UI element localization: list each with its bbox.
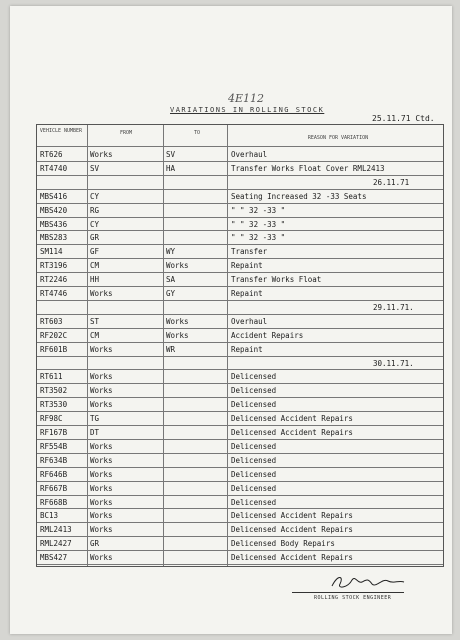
row-divider <box>37 522 443 523</box>
cell-from: HH <box>90 275 100 285</box>
cell-vehicle: SM114 <box>40 247 63 257</box>
row-divider <box>37 495 443 496</box>
row-divider <box>37 175 443 176</box>
cell-vehicle: RF202C <box>40 330 68 340</box>
cell-from: Works <box>90 483 113 493</box>
cell-reason: Seating Increased 32 -33 Seats <box>231 191 367 201</box>
column-divider <box>163 125 164 566</box>
row-divider <box>37 161 443 162</box>
cell-vehicle: RF554B <box>40 441 68 451</box>
cell-from: Works <box>90 386 113 396</box>
row-divider <box>37 189 443 190</box>
row-divider <box>37 467 443 468</box>
cell-from: Works <box>90 525 113 535</box>
cell-from: Works <box>90 511 113 521</box>
row-divider <box>37 383 443 384</box>
row-divider <box>37 230 443 231</box>
row-divider <box>37 258 443 259</box>
cell-from: DT <box>90 428 100 437</box>
cell-vehicle: RF167B <box>40 428 68 437</box>
date-separator: 30.11.71. <box>373 358 414 368</box>
date-separator: 26.11.71 <box>373 177 410 187</box>
cell-vehicle: RT4740 <box>40 163 68 173</box>
cell-from: Works <box>90 469 113 479</box>
cell-to: WY <box>166 247 176 257</box>
cell-vehicle: RML2427 <box>40 539 72 549</box>
cell-vehicle: RT3196 <box>40 261 68 271</box>
cell-vehicle: MBS436 <box>40 219 68 229</box>
row-divider <box>37 397 443 398</box>
column-divider <box>87 125 88 566</box>
cell-reason: Repaint <box>231 344 263 354</box>
cell-reason: Delicensed <box>231 455 277 465</box>
variations-table <box>36 124 444 567</box>
cell-vehicle: RT626 <box>40 150 63 159</box>
cell-to: Works <box>166 261 189 271</box>
row-divider <box>37 453 443 454</box>
column-header-to: TO <box>193 130 201 136</box>
cell-reason: " " 32 -33 " <box>231 205 286 215</box>
column-header-vehicle: VEHICLE NUMBER <box>39 128 83 134</box>
cell-from: Works <box>90 441 113 451</box>
cell-vehicle: MBS427 <box>40 553 68 563</box>
cell-vehicle: RT611 <box>40 372 63 382</box>
cell-reason: Delicensed Accident Repairs <box>231 553 353 563</box>
cell-reason: Delicensed <box>231 441 277 451</box>
cell-to: Works <box>166 330 189 340</box>
row-divider <box>37 272 443 273</box>
cell-from: ST <box>90 316 100 326</box>
cell-reason: Delicensed <box>231 497 277 507</box>
handwritten-stamp: 4E112 <box>228 92 265 105</box>
cell-to: SA <box>166 275 176 285</box>
cell-from: CY <box>90 191 100 201</box>
document-title: VARIATIONS IN ROLLING STOCK <box>170 106 325 114</box>
cell-reason: Delicensed Accident Repairs <box>231 525 353 535</box>
document-page <box>10 6 452 634</box>
cell-reason: Delicensed Accident Repairs <box>231 511 353 521</box>
row-divider <box>37 369 443 370</box>
column-divider <box>227 125 228 566</box>
cell-reason: Accident Repairs <box>231 330 304 340</box>
cell-reason: Transfer Works Float Cover RML2413 <box>231 163 385 173</box>
row-divider <box>37 425 443 426</box>
column-header-from: FROM <box>119 130 133 136</box>
cell-vehicle: RF668B <box>40 497 68 507</box>
cell-from: Works <box>90 289 113 298</box>
row-divider <box>37 300 443 301</box>
cell-vehicle: MBS416 <box>40 191 68 201</box>
cell-reason: " " 32 -33 " <box>231 233 286 243</box>
cell-vehicle: MBS420 <box>40 205 68 215</box>
row-divider <box>37 508 443 509</box>
cell-from: GF <box>90 247 100 257</box>
cell-vehicle: RF634B <box>40 455 68 465</box>
cell-reason: Delicensed <box>231 469 277 479</box>
signature-title: ROLLING STOCK ENGINEER <box>314 595 392 601</box>
cell-from: CY <box>90 219 100 229</box>
cell-reason: Delicensed Accident Repairs <box>231 428 353 437</box>
row-divider <box>37 314 443 315</box>
cell-reason: Delicensed Body Repairs <box>231 539 335 549</box>
cell-reason: Transfer <box>231 247 268 257</box>
row-divider <box>37 203 443 204</box>
cell-vehicle: RT603 <box>40 316 63 326</box>
cell-from: SV <box>90 163 100 173</box>
cell-vehicle: RF601B <box>40 344 68 354</box>
cell-reason: Delicensed <box>231 483 277 493</box>
row-divider <box>37 481 443 482</box>
cell-reason: Delicensed <box>231 372 277 382</box>
cell-from: Works <box>90 372 113 382</box>
cell-vehicle: MBS283 <box>40 233 68 243</box>
signature <box>328 572 408 592</box>
cell-vehicle: RF667B <box>40 483 68 493</box>
cell-vehicle: BC13 <box>40 511 59 521</box>
cell-from: RG <box>90 205 100 215</box>
cell-vehicle: RF646B <box>40 469 68 479</box>
cell-from: Works <box>90 497 113 507</box>
cell-from: Works <box>90 150 113 159</box>
cell-vehicle: RT3502 <box>40 386 68 396</box>
row-divider <box>37 217 443 218</box>
row-divider <box>37 244 443 245</box>
cell-from: CM <box>90 261 100 271</box>
cell-reason: Repaint <box>231 289 263 298</box>
cell-from: Works <box>90 400 113 410</box>
signature-line <box>292 592 404 593</box>
cell-from: Works <box>90 344 113 354</box>
cell-vehicle: RT4746 <box>40 289 68 298</box>
row-divider <box>37 411 443 412</box>
cell-vehicle: RT3530 <box>40 400 68 410</box>
cell-reason: Overhaul <box>231 150 268 159</box>
cell-from: TG <box>90 414 100 424</box>
cell-reason: Delicensed Accident Repairs <box>231 414 353 424</box>
cell-reason: " " 32 -33 " <box>231 219 286 229</box>
row-divider <box>37 328 443 329</box>
row-divider <box>37 286 443 287</box>
header-divider <box>37 146 443 147</box>
column-header-reason: REASON FOR VARIATION <box>307 135 369 141</box>
cell-from: Works <box>90 553 113 563</box>
cell-to: SV <box>166 150 176 159</box>
cell-to: WR <box>166 344 176 354</box>
date-separator: 29.11.71. <box>373 302 414 312</box>
cell-from: GR <box>90 539 100 549</box>
cell-vehicle: RML2413 <box>40 525 72 535</box>
cell-vehicle: RT2246 <box>40 275 68 285</box>
cell-from: GR <box>90 233 100 243</box>
cell-vehicle: RF98C <box>40 414 63 424</box>
cell-reason: Repaint <box>231 261 263 271</box>
row-divider <box>37 550 443 551</box>
cell-reason: Transfer Works Float <box>231 275 322 285</box>
row-divider <box>37 342 443 343</box>
cell-reason: Delicensed <box>231 386 277 396</box>
row-divider <box>37 564 443 565</box>
cell-from: Works <box>90 455 113 465</box>
row-divider <box>37 536 443 537</box>
row-divider <box>37 439 443 440</box>
cell-to: HA <box>166 163 176 173</box>
cell-reason: Overhaul <box>231 316 268 326</box>
cell-from: CM <box>90 330 100 340</box>
cell-reason: Delicensed <box>231 400 277 410</box>
cell-to: GY <box>166 289 176 298</box>
row-divider <box>37 356 443 357</box>
cell-to: Works <box>166 316 189 326</box>
document-date: 25.11.71 Ctd. <box>372 114 435 123</box>
